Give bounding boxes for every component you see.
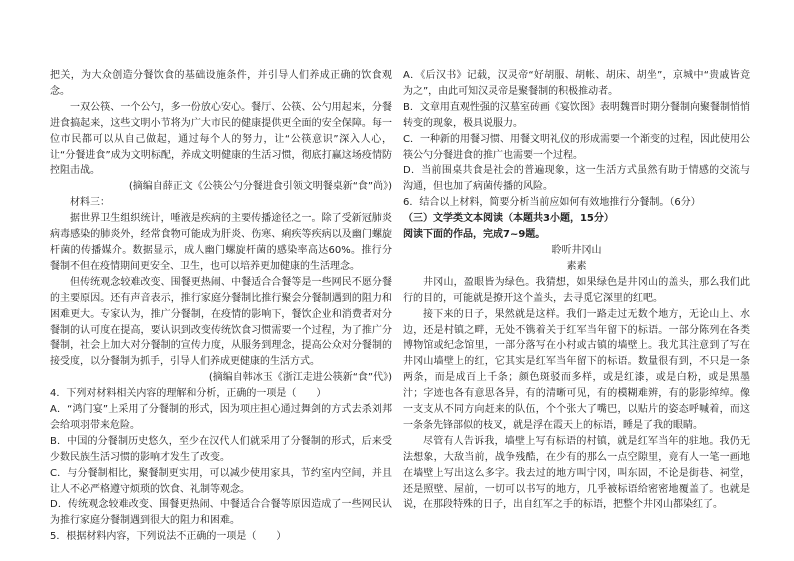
- option-d: D．传统观念较难改变、围餐更热闹、中餐适合合餐等原因造成了一些网民认为推行家庭分餐制遇到很大的阻力和困难。: [50, 499, 392, 527]
- source-citation: (摘编自韩冰玉《浙江走进公筷新“食”代》): [208, 372, 392, 384]
- article-title: 聆听井冈山: [551, 244, 602, 256]
- question-4: 4．下列对材料相关内容的理解和分析，正确的一项是（ ）: [50, 388, 327, 400]
- paragraph: 井冈山，盈眼皆为绿色。我猜想，如果绿色是井冈山的盖头，那么我们此行的目的，可能就是撩开这个盖头，去寻觅它深里的红吧。: [403, 276, 750, 304]
- right-column: [403, 68, 750, 513]
- paragraph: 一双公筷、一个公勺，多一份放心安心。餐厅、公筷、公勺用起来，分餐进食搞起来，这些文明小节将为广大市民的健康提供更全面的安全保障。每一位市民都可以从自己做起，通过每个人的努力，让“公筷意识”深入人心，让“分餐进食”成为文明标配，养成文明健康的生活习惯，彻底打赢这场疫情防控阻击战。: [50, 101, 392, 177]
- paragraph: 据世界卫生组织统计，唾液是疾病的主要传播途径之一。除了受新冠肺炎病毒感染的肺炎外，经常食物可能成为肝炎、伤寒、痢疾等疾病以及幽门螺旋杆菌的传播媒介。数据显示，成人幽门螺旋杆菌的感染率高达60%。推行分餐制不但在疫情期间更安全、卫生，也可以培养更加健康的生活理念。: [50, 213, 392, 272]
- option-b: B．文章用直观性强的汉墓室砖画《宴饮图》表明魏晋时期分餐制向聚餐制悄悄转变的现象，极具说服力。: [403, 101, 750, 129]
- paragraph: 但传统观念较难改变、围餐更热闹、中餐适合合餐等是一些网民不愿分餐的主要原因。还有声音表示，推行家庭分餐制比推行聚会分餐制遇到的阻力和困难更大。专家认为，推广分餐制，在疫情的影响下，餐饮企业和消费者对分餐制的认可度在提高，要认识到改变传统饮食习惯需要一个过程，为了推广分餐制，社会上加大对分餐制的宣传力度，从服务到理念，提高公众对分餐制的接受度，以分餐制为抓手，引导人们养成更健康的生活方式。: [50, 276, 392, 368]
- option-c: C．与分餐制相比，聚餐制更实用，可以减少使用家具，节约室内空间，并且让人不必严格遵守烦琐的饮食、礼制等观念。: [50, 467, 392, 495]
- question-6: 6．结合以上材料，简要分析当前应如何有效地推行分餐制。（6分）: [403, 197, 701, 209]
- paragraph: 接下来的日子，果然就是这样。我们一路走过无数个地方，无论山上、水边，还是村镇之畔，无处不镌着关于红军当年留下的标语。一部分陈列在各类博物馆或纪念馆里，一部分落写在小村或古镇的墙壁上。我尤其注意到了写在井冈山墙壁上的红，它其实是红军当年留下的标语。数量很有到，不只是一条两条，而是成百上千条；颜色斑驳而多样，或是红漆，或是白粉，或是黑墨汁；字迹也各有意思各异，有的清晰可见，有的模糊难辨，有的影影绰绰。像一支支从不同方向赶来的队伍，个个张大了嘴巴，以贴片的姿态呼喊着，而这一条条先锋部似的枝叉，就是浮在霞天上的标语，睡是了我的眼睛。: [403, 308, 750, 431]
- option-c: C．一种新的用餐习惯、用餐文明礼仪的形成需要一个渐变的过程，因此使用公筷公勺分餐进食的推广也需要一个过程。: [403, 133, 750, 161]
- material-heading: 材料三：: [70, 197, 110, 209]
- option-a: A．《后汉书》记载，汉灵帝“好胡服、胡帐、胡床、胡坐”，京城中“贵戚皆竞为之”，由此可知汉灵帝是聚餐制的积极推动者。: [403, 70, 750, 97]
- paragraph: 把关，为大众创造分餐饮食的基础设施条件，并引导人们养成正确的饮食观念。: [50, 70, 392, 97]
- source-citation: (摘编自薛正文《公筷公勺分餐进食引领文明餐桌新“食”尚》): [128, 181, 392, 193]
- question-5: 5．根据材料内容，下列说法不正确的一项是（ ）: [50, 531, 287, 543]
- paragraph: 尽管有人告诉我，墙壁上写有标语的村镇，就是红军当年的驻地。我仍无法想象，大敌当前，战争残酷，在少有的那么一点空隙里，竟有人一笔一画地在墙壁上写出这么多字。我去过的地方叫宁冈，叫东固，不论是街巷、祠堂，还是照壁、屋前，一切可以书写的地方，几乎被标语给密密地覆盖了。也就是说，在那段特殊的日子，出自红军之手的标语，把整个井冈山都染红了。: [403, 435, 750, 511]
- reading-instruction: 阅读下面的作品，完成7~9题。: [403, 229, 546, 241]
- option-b: B．中国的分餐制历史悠久，至少在汉代人们就采用了分餐制的形式，后来受少数民族生活习惯的影响才发生了改变。: [50, 435, 392, 463]
- section-heading: （三）文学类文本阅读（本题共3小题，15分）: [403, 213, 614, 225]
- article-author: 素素: [566, 260, 587, 272]
- option-a: A．“鸿门宴”上采用了分餐制的形式，因为项庄担心通过舞剑的方式去杀刘邦会给项羽带来危险。: [50, 404, 392, 431]
- option-d: D．当前围桌共食是社会的普遍现象，这一生活方式虽然有助于情感的交流与沟通，但也加了病菌传播的风险。: [403, 165, 750, 193]
- left-column: [50, 68, 392, 545]
